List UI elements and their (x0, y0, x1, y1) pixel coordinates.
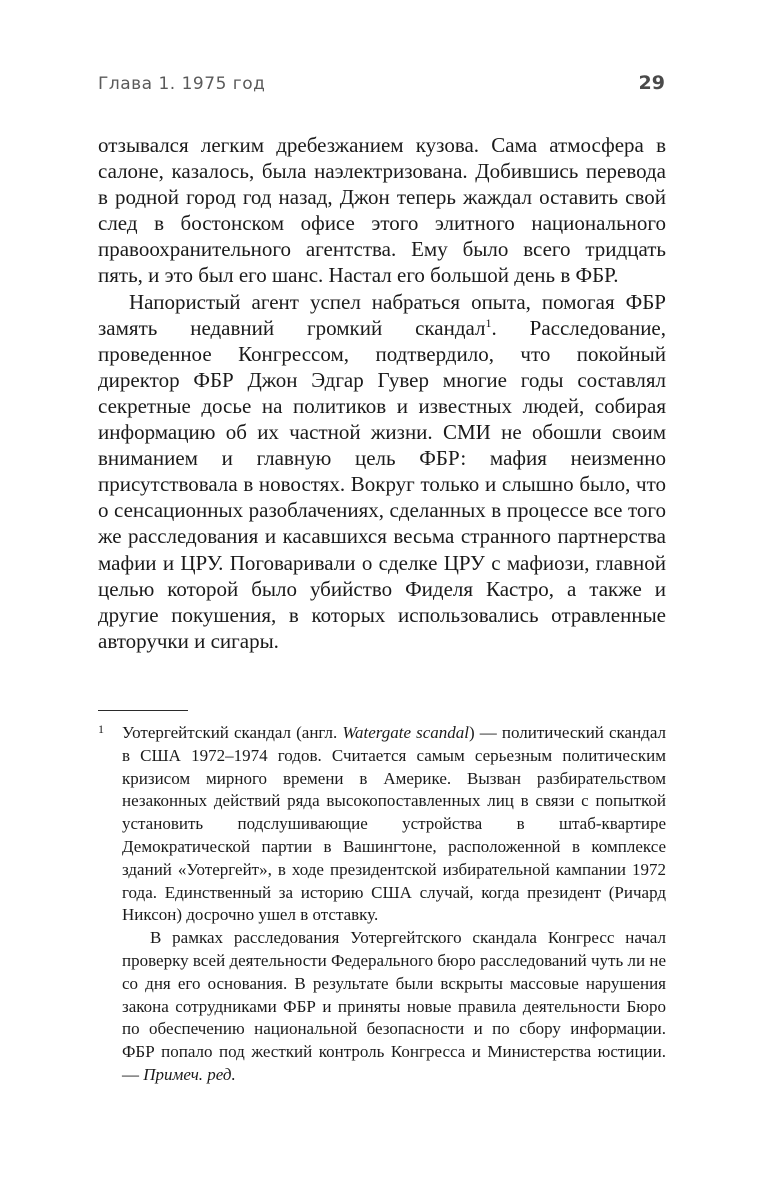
footnote-marker: 1 (98, 722, 104, 736)
chapter-running-title: Глава 1. 1975 год (98, 74, 266, 94)
footnote-paragraph (122, 722, 666, 927)
footnote-italic-text: Watergate scandal (342, 723, 470, 742)
footnote-reference[interactable]: 1 (485, 315, 492, 330)
footnote-text: Уотергейтский скандал (англ. (122, 723, 343, 742)
paragraph-text: Напористый агент успел набраться опыта, помогая ФБР замять недавний громкий скандал (98, 289, 666, 340)
footnote-italic-text: Примеч. ред. (143, 1064, 236, 1084)
main-text (98, 132, 666, 654)
paragraph (98, 289, 666, 654)
footnote-divider (98, 710, 188, 711)
footnote (98, 722, 666, 1087)
paragraph-text: . Расследование, проведенное Конгрессом, подтвердило, что покойный директор ФБР Джон Эдгар Гувер многие годы составлял секретные досье на политиков и известных людей, собирая информацию об их частной жизни. СМИ не обошли своим вниманием и главную цель ФБР: мафия неизменно присутствовала в новостях. Вокруг только и слышно было, что о сенсационных разоблачениях, сделанных в процессе все того же расследования и касавшихся весьма странного партнерства мафии и ЦРУ. Поговаривали о сделке ЦРУ с мафиози, главной целью которой было убийство Фиделя Кастро, а также и другие покушения, в которых использовались отравленные авторучки и сигары. (98, 315, 667, 653)
footnote-item (98, 722, 666, 1087)
page-number: 29 (638, 72, 665, 94)
running-header (98, 72, 665, 102)
footnote-text: В рамках расследования Уотергейтского скандала Конгресс начал проверку всей деятельности Федерального бюро расследований чуть ли не со дня его основания. В результате были вскрыты массовые нарушения закона сотрудниками ФБР и приняты новые правила деятельности Бюро по обеспечению национальной безопасности и по сбору информации. ФБР попало под жесткий контроль Конгресса и Министерства юстиции. — (122, 928, 666, 1084)
paragraph: отзывался легким дребезжанием кузова. Сама атмосфера в салоне, казалось, была наэлектризована. Добившись перевода в родной город год назад, Джон теперь жаждал оставить свой след в бостонском офисе этого элитного национального правоохранительного агентства. Ему было всего тридцать пять, и это был его шанс. Настал его большой день в ФБР. (98, 133, 666, 288)
footnote-paragraph (122, 927, 666, 1087)
footnote-text: ) — политический скандал в США 1972–1974 годов. Считается самым серьезным политическим кризисом мирного времени в Америке. Вызван разбирательством незаконных действий ряда высокопоставленных лиц в связи с попыткой установить подслушивающие устройства в штаб-квартире Демократической партии в Вашингтоне, расположенной в комплексе зданий «Уотергейт», в ходе президентской избирательной кампании 1972 года. Единственный за историю США случай, когда президент (Ричард Никсон) досрочно ушел в отставку. (122, 723, 667, 925)
